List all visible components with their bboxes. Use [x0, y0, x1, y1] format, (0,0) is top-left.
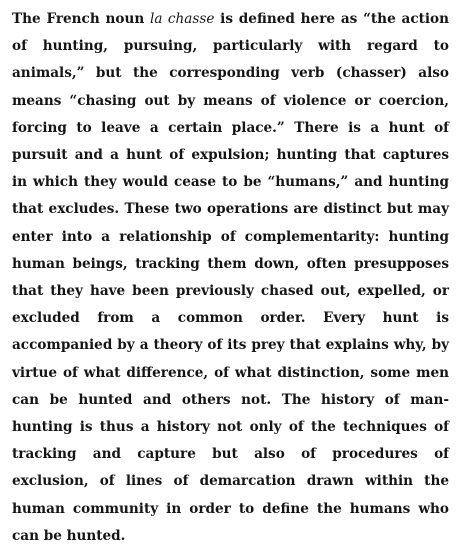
paragraph-text-rest: is defined here as “the action of hunting, pursuing, particularly with regard to animals,” but the corresponding verb (chasser) also means “chasing out by means of violence or coercion, forcing to leave a certain place.” There is a hunt of pursuit and a hunt of expulsion; hunting that captures in which they would cease to be “humans,” and hunting that excludes. These two operations are distinct but may enter into a relationship of complementarity: hunting human beings, tracking them down, often presupposes that they have been previously chased out, expelled, or excluded from a common order. Every hunt is accompanied by a theory of its prey that explains why, by virtue of what difference, of what distinction, some men can be hunted and others not. The history of man-hunting is thus a history not only of the techniques of tracking and capture but also of procedures of exclusion, of lines of demarcation drawn within the human community in order to define the humans who can be hunted. — [12, 11, 449, 544]
paragraph-text-start: The French noun — [12, 11, 151, 27]
italic-term: la chasse — [150, 11, 215, 27]
body-paragraph — [12, 6, 449, 550]
